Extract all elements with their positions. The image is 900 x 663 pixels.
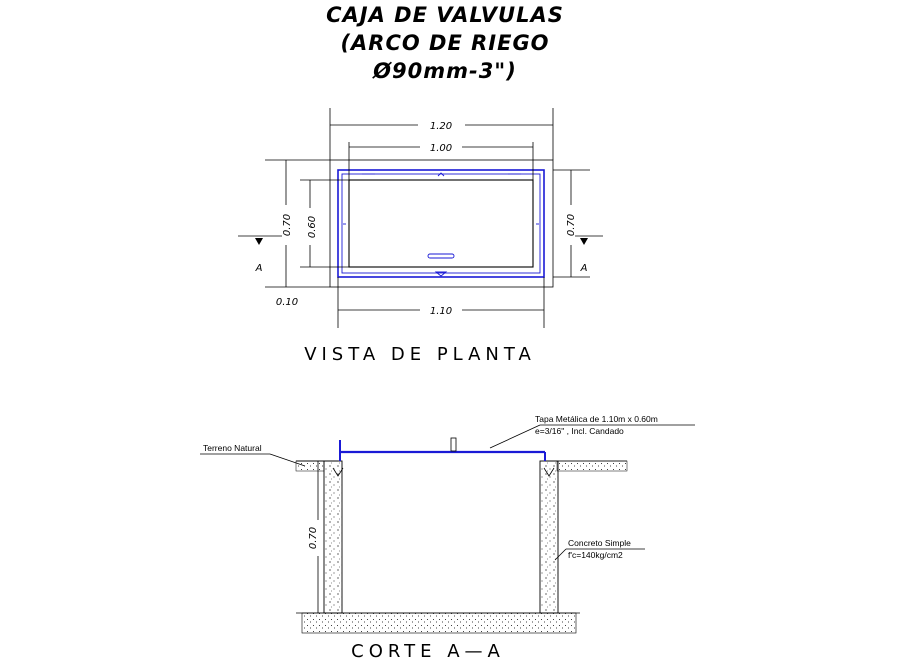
note-lid-line2: e=3/16" , Incl. Candado [535, 426, 624, 436]
wall-right [540, 461, 558, 613]
note-ground: Terreno Natural [203, 443, 262, 453]
section-view-label: CORTE A—A [351, 641, 505, 662]
section-arrow-left-icon [255, 238, 263, 245]
dim-inner-width: 1.00 [429, 143, 453, 154]
plan-outer-wall [330, 160, 553, 287]
dim-outer-width: 1.20 [429, 121, 453, 132]
dim-left-inner-height: 0.60 [307, 215, 318, 239]
leader-line [270, 454, 305, 466]
dim-depth: 0.70 [308, 526, 319, 550]
section-arrow-right-icon [580, 238, 588, 245]
plan-lid-frame [338, 170, 544, 277]
ground-left [296, 461, 324, 471]
dim-wall-thickness: 0.10 [275, 297, 299, 308]
lid-handle [428, 254, 454, 258]
title-line-1: CAJA DE VALVULAS [326, 3, 564, 27]
title-block [326, 3, 564, 83]
note-lid-line1: Tapa Metálica de 1.10m x 0.60m [535, 414, 658, 424]
hinge-center [438, 173, 444, 176]
plan-view [238, 108, 603, 365]
ground-right [557, 461, 627, 471]
plan-view-label: VISTA DE PLANTA [304, 344, 536, 365]
dim-right-height: 0.70 [566, 213, 577, 237]
title-line-3: Ø90mm-3") [373, 59, 517, 83]
section-mark-left: A [255, 263, 263, 274]
title-line-2: (ARCO DE RIEGO [340, 31, 550, 55]
dim-left-outer-height: 0.70 [282, 213, 293, 237]
note-concrete-line1: Concreto Simple [568, 538, 631, 548]
floor-soil [302, 613, 576, 633]
leader-line [490, 425, 540, 448]
section-mark-right: A [580, 263, 588, 274]
wall-left [324, 461, 342, 613]
padlock-icon [451, 438, 456, 451]
section-view [200, 414, 695, 662]
dim-bottom-width: 1.10 [429, 306, 453, 317]
note-concrete-line2: f'c=140kg/cm2 [568, 550, 623, 560]
